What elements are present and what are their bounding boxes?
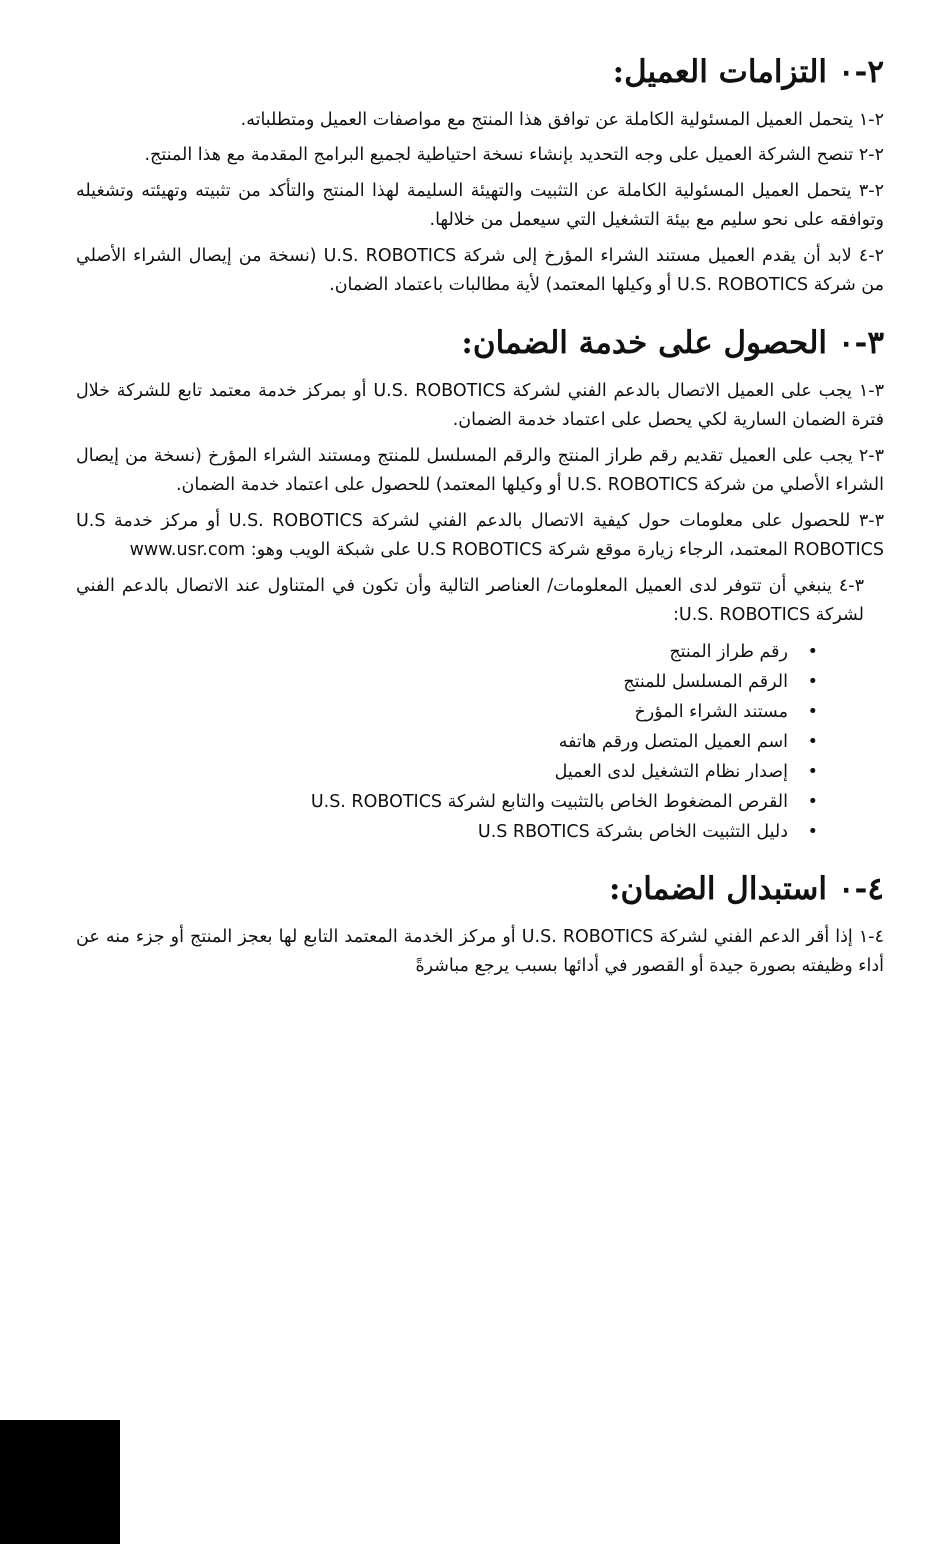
list-item (76, 697, 884, 727)
page-edge-tab (0, 1420, 120, 1544)
document-page (76, 52, 884, 1004)
list-item (76, 817, 884, 847)
bullet-icon: • (807, 641, 818, 662)
list-item (76, 727, 884, 757)
warranty-replacement-section (76, 869, 884, 982)
bullet-icon: • (807, 731, 818, 752)
bullet-icon: • (807, 821, 818, 842)
obtaining-warranty-service-section (76, 323, 884, 847)
clause-2-2: ٢-٢ تنصح الشركة العميل على وجه التحديد بإنشاء نسخة احتياطية لجميع البرامج المقدمة مع هذا المنتج. (144, 145, 884, 166)
list-item (76, 667, 884, 697)
clause-3-1: ٣-١ يجب على العميل الاتصال بالدعم الفني لشركة U.S. ROBOTICS أو بمركز خدمة معتمد تابع للشركة خلال فترة الضمان السارية لكي يحصل على اعتماد خدمة الضمان. (76, 380, 884, 431)
bullet-icon: • (807, 791, 818, 812)
list-item-text: الرقم المسلسل للمنتج (623, 671, 788, 692)
clause-3-4: ٣-٤ ينبغي أن تتوفر لدى العميل المعلومات/ العناصر التالية وأن تكون في المتناول عند الاتصال بالدعم الفني لشركة U.S. ROBOTICS: (76, 575, 864, 626)
clause-2-1: ٢-١ يتحمل العميل المسئولية الكاملة عن توافق هذا المنتج مع مواصفات العميل ومتطلباته. (240, 109, 884, 130)
section-heading: ٣-٠ الحصول على خدمة الضمان: (461, 324, 884, 361)
customer-obligations-section (76, 52, 884, 301)
list-item-text: إصدار نظام التشغيل لدى العميل (554, 761, 788, 782)
list-item (76, 787, 884, 817)
list-item-text: اسم العميل المتصل ورقم هاتفه (558, 731, 788, 752)
section-heading: ٤-٠ استبدال الضمان: (609, 870, 884, 907)
clause-2-4: ٢-٤ لابد أن يقدم العميل مستند الشراء المؤرخ إلى شركة U.S. ROBOTICS (نسخة من إيصال الشراء الأصلي من شركة U.S. ROBOTICS أو وكيلها المعتمد) لأية مطالبات باعتماد الضمان. (76, 245, 884, 296)
list-item-text: القرص المضغوط الخاص بالتثبيت والتابع لشركة U.S. ROBOTICS (310, 791, 788, 812)
list-item (76, 637, 884, 667)
list-item-text: مستند الشراء المؤرخ (634, 701, 788, 722)
list-item-text: دليل التثبيت الخاص بشركة U.S RBOTICS (477, 821, 788, 842)
required-items-list (76, 637, 884, 847)
clause-3-3: ٣-٣ للحصول على معلومات حول كيفية الاتصال بالدعم الفني لشركة U.S. ROBOTICS أو مركز خدمة U.S ROBOTICS المعتمد، الرجاء زيارة موقع شركة U.S ROBOTICS على شبكة الويب وهو: www.usr.com (76, 510, 884, 561)
clause-3-2: ٣-٢ يجب على العميل تقديم رقم طراز المنتج والرقم المسلسل للمنتج ومستند الشراء المؤرخ (نسخة من إيصال الشراء الأصلي من شركة U.S. ROBOTICS أو وكيلها المعتمد) للحصول على اعتماد خدمة الضمان. (76, 445, 884, 496)
clause-4-1: ٤-١ إذا أقر الدعم الفني لشركة U.S. ROBOTICS أو مركز الخدمة المعتمد التابع لها بعجز المنتج أو جزء منه عن أداء وظيفته بصورة جيدة أو القصور في أدائها بسبب يرجع مباشرةً (76, 926, 884, 977)
bullet-icon: • (807, 761, 818, 782)
clause-2-3: ٢-٣ يتحمل العميل المسئولية الكاملة عن التثبيت والتهيئة السليمة لهذا المنتج والتأكد من تثبيته وتهيئته وتشغيله وتوافقه على نحو سليم مع بيئة التشغيل التي سيعمل من خلالها. (76, 180, 884, 231)
list-item-text: رقم طراز المنتج (669, 641, 788, 662)
section-heading: ٢-٠ التزامات العميل: (612, 54, 884, 90)
list-item (76, 757, 884, 787)
bullet-icon: • (807, 701, 818, 722)
bullet-icon: • (807, 671, 818, 692)
